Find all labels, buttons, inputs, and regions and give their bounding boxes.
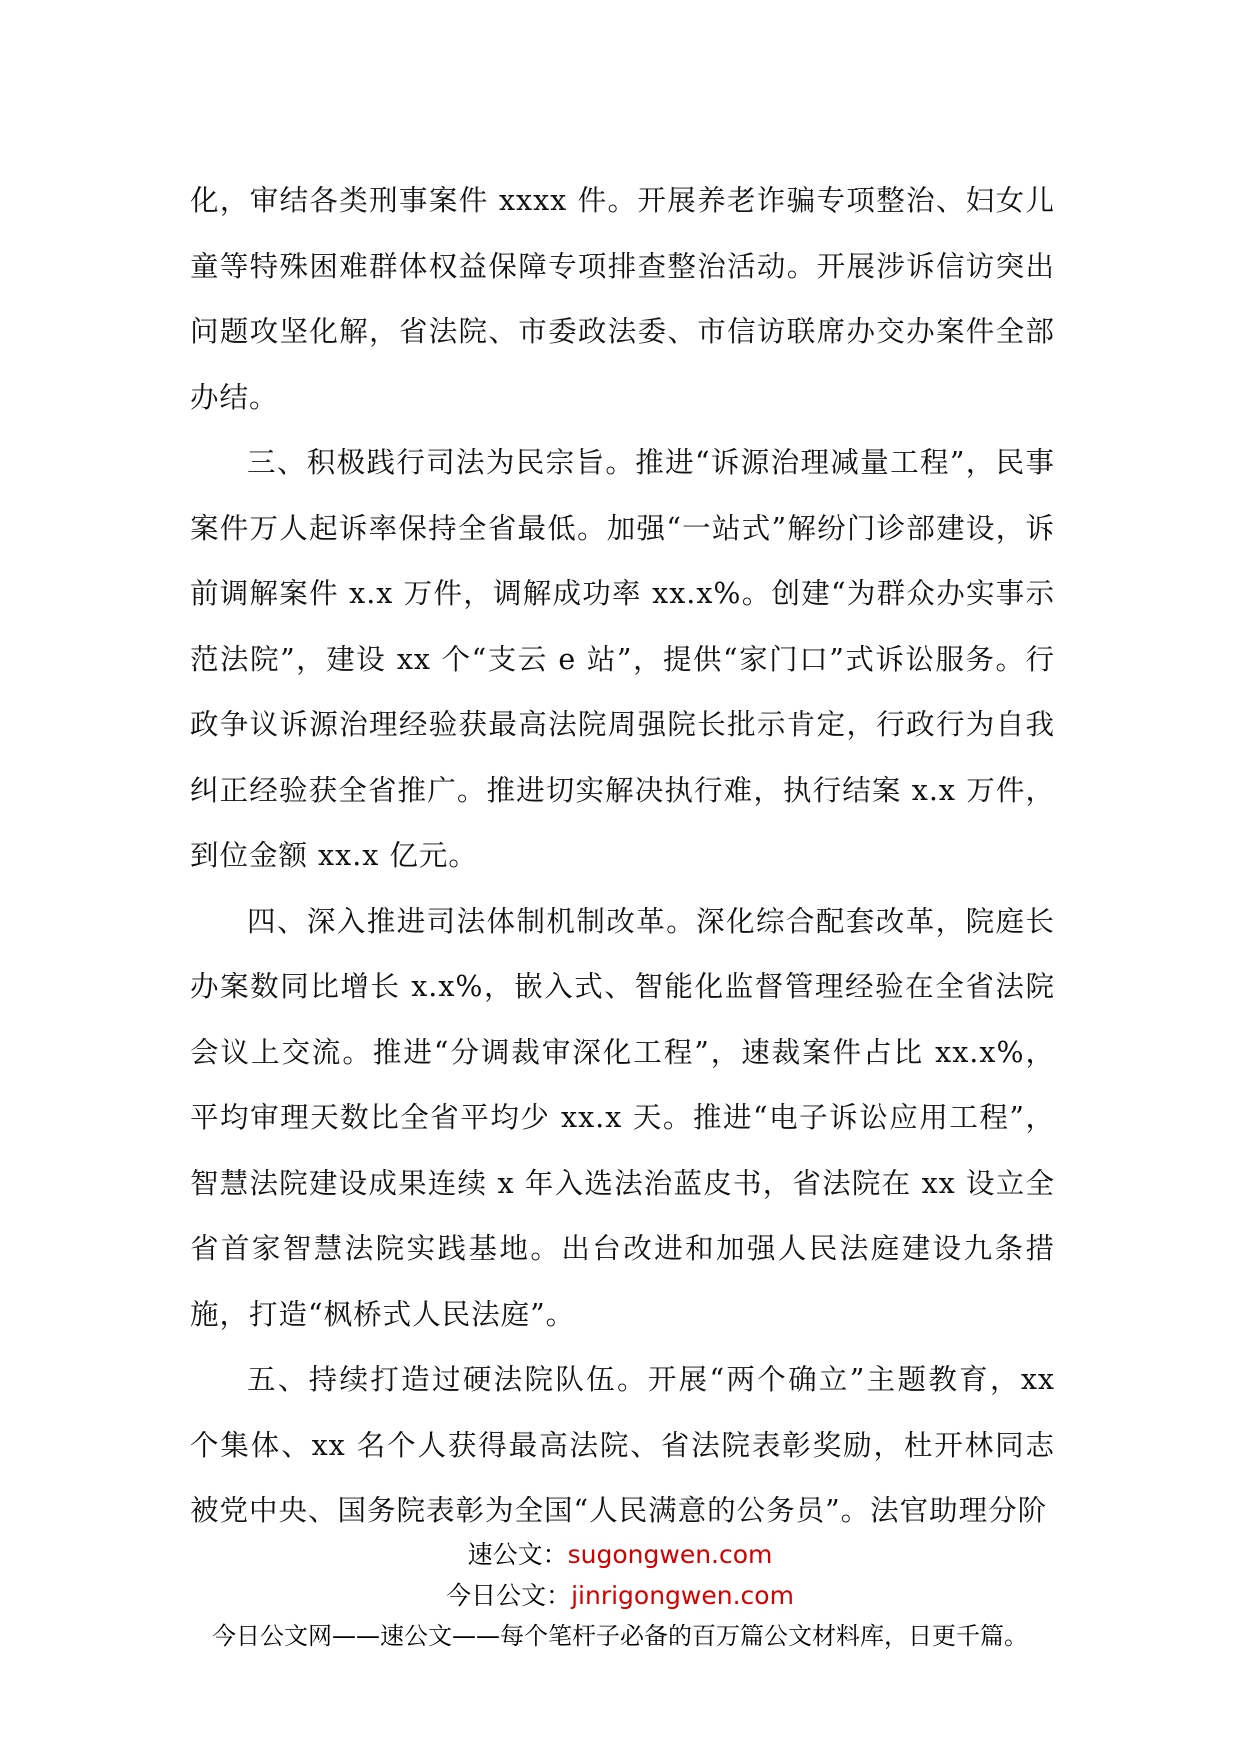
footer-slogan: 今日公文网——速公文——每个笔杆子必备的百万篇公文材料库，日更千篇。 (212, 1622, 1028, 1650)
paragraph-continuation: 化，审结各类刑事案件 xxxx 件。开展养老诈骗专项整治、妇女儿童等特殊困难群体权益保障专项排查整治活动。开展涉诉信访突出问题攻坚化解，省法院、市委政法委、市信访联席办交办案件全部办结。 (190, 184, 1055, 414)
paragraph-section-four: 四、深入推进司法体制机制改革。深化综合配套改革，院庭长办案数同比增长 x.x%，嵌入式、智能化监督管理经验在全省法院会议上交流。推进“分调裁审深化工程”，速裁案件占比 xx.x%，平均审理天数比全省平均少 xx.x 天。推进“电子诉讼应用工程”，智慧法院建设成果连续 x 年入选法治蓝皮书，省法院在 xx 设立全省首家智慧法院实践基地。出台改进和加强人民法庭建设九条措施，打造“枫桥式人民法庭”。 (190, 904, 1055, 1331)
footer-label-jinrigongwen: 今日公文： (446, 1581, 572, 1610)
footer-line-sugongwen (0, 1542, 1240, 1567)
footer-label-sugongwen: 速公文： (467, 1540, 568, 1569)
footer-link-jinrigongwen[interactable]: jinrigongwen.com (571, 1581, 794, 1610)
footer-link-sugongwen[interactable]: sugongwen.com (567, 1540, 773, 1569)
footer-line-jinrigongwen (0, 1583, 1240, 1608)
paragraph-section-three: 三、积极践行司法为民宗旨。推进“诉源治理减量工程”，民事案件万人起诉率保持全省最低。加强“一站式”解纷门诊部建设，诉前调解案件 x.x 万件，调解成功率 xx.x%。创建“为群众办实事示范法院”，建设 xx 个“支云 e 站”，提供“家门口”式诉讼服务。行政争议诉源治理经验获最高法院周强院长批示肯定，行政行为自我纠正经验获全省推广。推进切实解决执行难，执行结案 x.x 万件，到位金额 xx.x 亿元。 (190, 446, 1055, 872)
document-body (190, 168, 1055, 1544)
paragraph-section-five: 五、持续打造过硬法院队伍。开展“两个确立”主题教育，xx 个集体、xx 名个人获得最高法院、省法院表彰奖励，杜开林同志被党中央、国务院表彰为全国“人民满意的公务员”。法官助理分阶 (190, 1363, 1055, 1527)
